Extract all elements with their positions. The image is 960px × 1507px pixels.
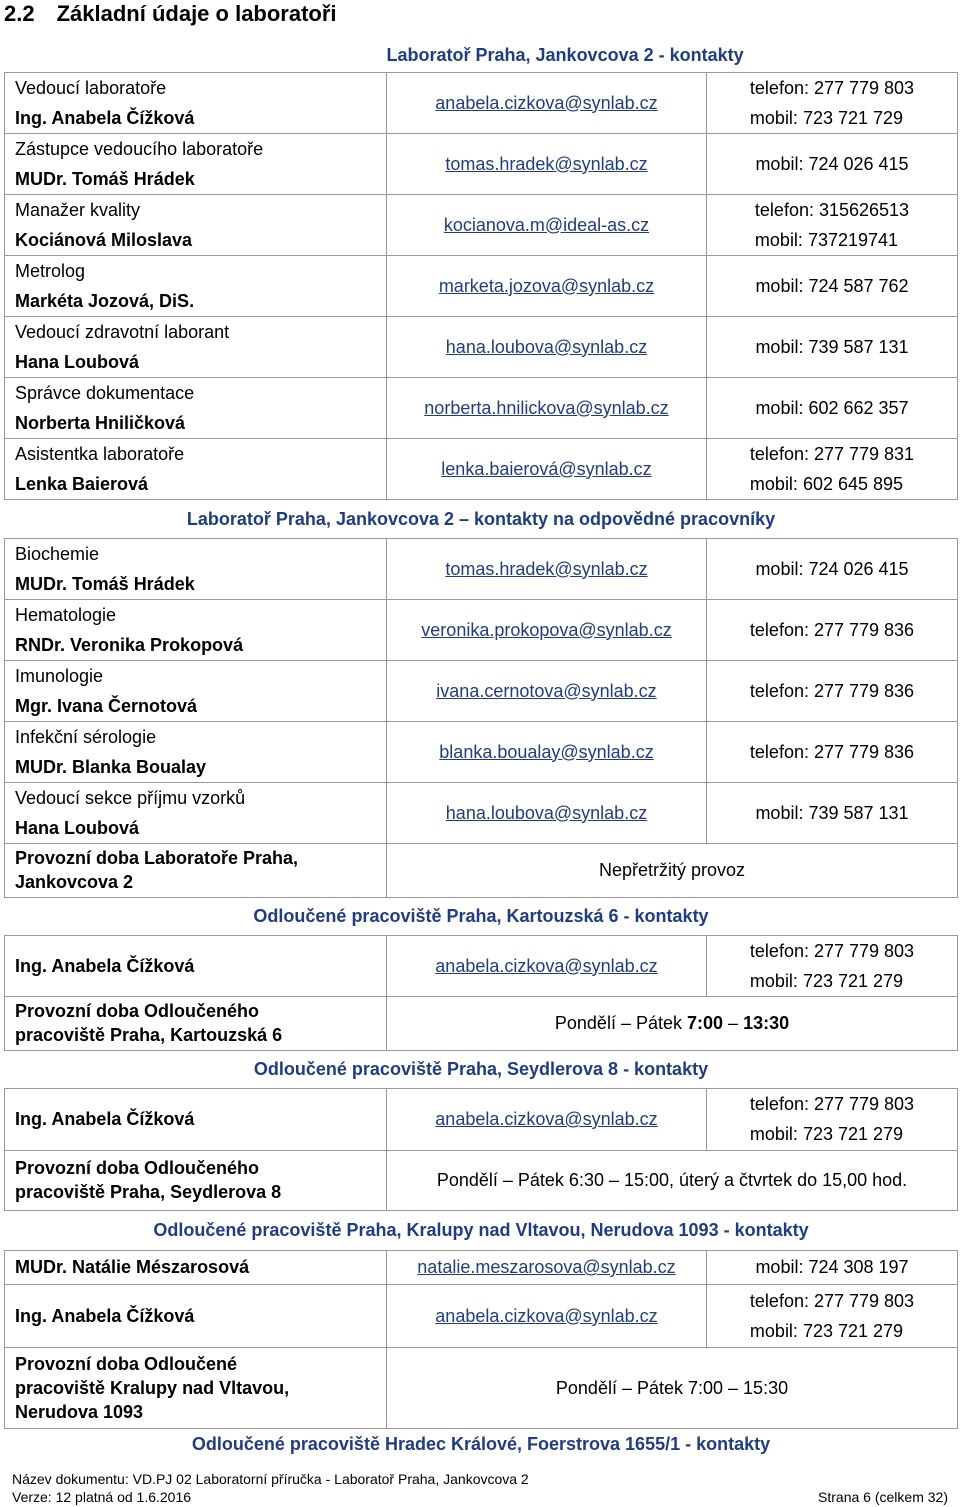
table-row [5,599,958,660]
person-name: MUDr. Tomáš Hrádek [15,573,195,594]
table-row [5,721,958,782]
email-link[interactable]: blanka.boualay@synlab.cz [439,741,654,762]
contact-cell [707,538,958,599]
section-title: Odloučené pracoviště Praha, Kralupy nad Vltavou, Nerudova 1093 - kontakty [153,1220,809,1240]
mobile: mobil: 602 645 895 [749,473,904,494]
person-name: Norberta Hniličková [15,412,186,433]
mobile: mobil: 724 026 415 [755,153,909,174]
table-row [5,1347,958,1428]
role: Imunologie [15,665,104,686]
table-row [5,255,958,316]
email-cell [387,72,707,133]
mobile: mobil: 723 721 279 [749,1320,904,1341]
person-cell [5,721,387,782]
heading-number: 2.2 [4,1,35,26]
hours-value: Nepřetržitý provoz [387,843,958,897]
hours-label-line: Jankovcova 2 [15,872,134,892]
section-heading [4,0,359,28]
contact-cell [707,255,958,316]
contact-cell [707,316,958,377]
contact-cell [707,377,958,438]
mobile: mobil: 737219741 [754,229,899,250]
role: Asistentka laboratoře [15,443,185,464]
person-name: RNDr. Veronika Prokopová [15,634,244,655]
footer-version: Verze: 12 platná od 1.6.2016 [12,1489,192,1505]
contact-cell [707,1250,958,1284]
person-cell [5,377,387,438]
contact-cell [707,1284,958,1347]
mobile: mobil: 724 308 197 [755,1257,909,1277]
person-name: Lenka Baierová [15,473,149,494]
mobile: mobil: 723 721 279 [749,970,904,991]
email-link[interactable]: anabela.cizkova@synlab.cz [435,1305,658,1326]
role: Biochemie [15,543,100,564]
person-cell [5,599,387,660]
role: Vedoucí sekce příjmu vzorků [15,787,246,808]
hours-label [5,1347,387,1428]
email-link[interactable]: tomas.hradek@synlab.cz [445,558,648,579]
table-row [5,1250,958,1284]
phone: telefon: 277 779 831 [749,443,915,464]
hours-day-to: Pátek [635,1013,682,1033]
email-cell [387,538,707,599]
table-row [5,1284,958,1347]
hours-time-to: 13:30 [743,1013,790,1033]
email-cell [387,935,707,996]
email-link[interactable]: tomas.hradek@synlab.cz [445,153,648,174]
phone: telefon: 277 779 803 [749,1094,915,1114]
table-row [5,1150,958,1210]
contact-cell [707,72,958,133]
hours-label-line: Nerudova 1093 [15,1401,144,1422]
hours-label-line: pracoviště Praha, Kartouzská 6 [15,1025,283,1045]
table-row [5,843,958,897]
email-link[interactable]: hana.loubova@synlab.cz [445,802,648,823]
contact-cell [707,935,958,996]
hours-label [5,843,387,897]
email-link[interactable]: marketa.jozova@synlab.cz [438,275,655,296]
role: Vedoucí laboratoře [15,77,167,98]
email-link[interactable]: ivana.cernotova@synlab.cz [436,680,657,701]
hours-day-from: Pondělí [554,1013,616,1033]
person-name: Ing. Anabela Čížková [5,935,387,996]
phone: telefon: 277 779 836 [749,741,915,762]
person-name: Ing. Anabela Čížková [5,1088,387,1150]
phone: telefon: 315626513 [754,199,910,220]
person-name: Hana Loubová [15,351,140,372]
email-cell [387,1088,707,1150]
contact-cell [707,782,958,843]
table-row [5,316,958,377]
email-cell [387,377,707,438]
mobile: mobil: 723 721 729 [749,107,904,128]
mobile: mobil: 723 721 279 [749,1124,904,1144]
email-cell [387,599,707,660]
role: Metrolog [15,260,86,281]
empty-cell [5,38,387,72]
role: Vedoucí zdravotní laborant [15,321,230,342]
person-cell [5,782,387,843]
mobile: mobil: 724 026 415 [755,558,909,579]
phone: telefon: 277 779 803 [749,77,915,98]
person-cell [5,194,387,255]
table-row [5,438,958,499]
email-link[interactable]: anabela.cizkova@synlab.cz [435,92,658,113]
role: Zástupce vedoucího laboratoře [15,138,264,159]
person-cell [5,133,387,194]
email-link[interactable]: anabela.cizkova@synlab.cz [435,1109,658,1129]
email-cell [387,782,707,843]
contact-cell [707,133,958,194]
hours-label-line: pracoviště Praha, Seydlerova 8 [15,1182,282,1202]
email-cell [387,1250,707,1284]
phone: telefon: 277 779 836 [749,680,915,701]
phone: telefon: 277 779 836 [749,619,915,640]
person-name: MUDr. Tomáš Hrádek [15,168,195,189]
hours-value: Pondělí – Pátek 7:00 – 13:30 [387,996,958,1050]
mobile: mobil: 739 587 131 [755,802,909,823]
contact-cell [707,599,958,660]
email-link[interactable]: anabela.cizkova@synlab.cz [435,955,658,976]
person-name: MUDr. Blanka Boualay [15,756,207,777]
table-row [5,782,958,843]
footer-page-number: Strana 6 (celkem 32) [818,1489,948,1505]
table-row [5,1088,958,1150]
table-row [5,133,958,194]
email-link[interactable]: hana.loubova@synlab.cz [445,336,648,357]
hours-label-line: Provozní doba Odloučeného [15,1158,260,1178]
mobile: mobil: 739 587 131 [755,336,909,357]
table-row [5,538,958,599]
mobile: mobil: 602 662 357 [755,397,909,418]
table-row [5,660,958,721]
email-link[interactable]: norberta.hnilickova@synlab.cz [424,397,669,418]
section-title: Odloučené pracoviště Hradec Králové, Foerstrova 1655/1 - kontakty [191,1434,771,1455]
email-cell [387,438,707,499]
person-cell [5,660,387,721]
email-cell [387,721,707,782]
hours-time-from: 7:00 [687,1013,724,1033]
role: Správce dokumentace [15,382,195,403]
person-cell [5,316,387,377]
table-row [5,194,958,255]
hours-label-line: Provozní doba Odloučeného [15,1001,260,1021]
email-cell [387,316,707,377]
email-cell [387,133,707,194]
person-name: Hana Loubová [15,817,140,838]
person-name: Mgr. Ivana Černotová [15,695,198,716]
role: Infekční sérologie [15,726,157,747]
email-cell [387,255,707,316]
mobile: mobil: 724 587 762 [755,275,909,296]
person-name: MUDr. Natálie Mészarosová [5,1250,387,1284]
contact-cell [707,1088,958,1150]
email-link[interactable]: veronika.prokopova@synlab.cz [421,619,672,640]
contact-cell [707,438,958,499]
section-title: Odloučené pracoviště Praha, Kartouzská 6 - kontakty [253,906,709,926]
hours-label [5,996,387,1050]
contact-cell [707,194,958,255]
table-row [5,996,958,1050]
email-cell [387,660,707,721]
person-cell [5,438,387,499]
email-cell [387,194,707,255]
table-row [5,72,958,133]
footer-doc-name: Název dokumentu: VD.PJ 02 Laboratorní příručka - Laboratoř Praha, Jankovcova 2 [12,1471,529,1487]
section-title: Laboratoř Praha, Jankovcova 2 - kontakty [386,44,744,65]
hours-label [5,1150,387,1210]
person-cell [5,72,387,133]
email-cell [387,1284,707,1347]
hours-value: Pondělí – Pátek 7:00 – 15:30 [387,1347,958,1428]
hours-label-line: Provozní doba Odloučené [15,1353,238,1374]
email-link[interactable]: kocianova.m@ideal-as.cz [443,214,650,235]
section-title: Laboratoř Praha, Jankovcova 2 – kontakty na odpovědné pracovníky [186,508,776,529]
person-name: Markéta Jozová, DiS. [15,290,195,311]
phone: telefon: 277 779 803 [749,1290,915,1311]
person-cell [5,538,387,599]
hours-label-line: pracoviště Kralupy nad Vltavou, [15,1377,290,1398]
person-name: Ing. Anabela Čížková [15,107,195,128]
table-row [5,935,958,996]
heading-title: Základní údaje o laboratoři [56,1,337,26]
email-link[interactable]: lenka.baierová@synlab.cz [441,458,652,479]
person-name: Kociánová Miloslava [15,229,193,250]
email-link[interactable]: natalie.meszarosova@synlab.cz [417,1257,676,1277]
hours-label-line: Provozní doba Laboratoře Praha, [15,848,299,868]
footer [12,1470,529,1506]
contact-cell [707,721,958,782]
person-name: Ing. Anabela Čížková [5,1284,387,1347]
section-title: Odloučené pracoviště Praha, Seydlerova 8 - kontakty [253,1059,709,1079]
person-cell [5,255,387,316]
role: Hematologie [15,604,117,625]
phone: telefon: 277 779 803 [749,940,915,961]
contacts-table [4,38,958,1460]
contact-cell [707,660,958,721]
role: Manažer kvality [15,199,141,220]
hours-value: Pondělí – Pátek 6:30 – 15:00, úterý a čtvrtek do 15,00 hod. [387,1150,958,1210]
table-row [5,377,958,438]
